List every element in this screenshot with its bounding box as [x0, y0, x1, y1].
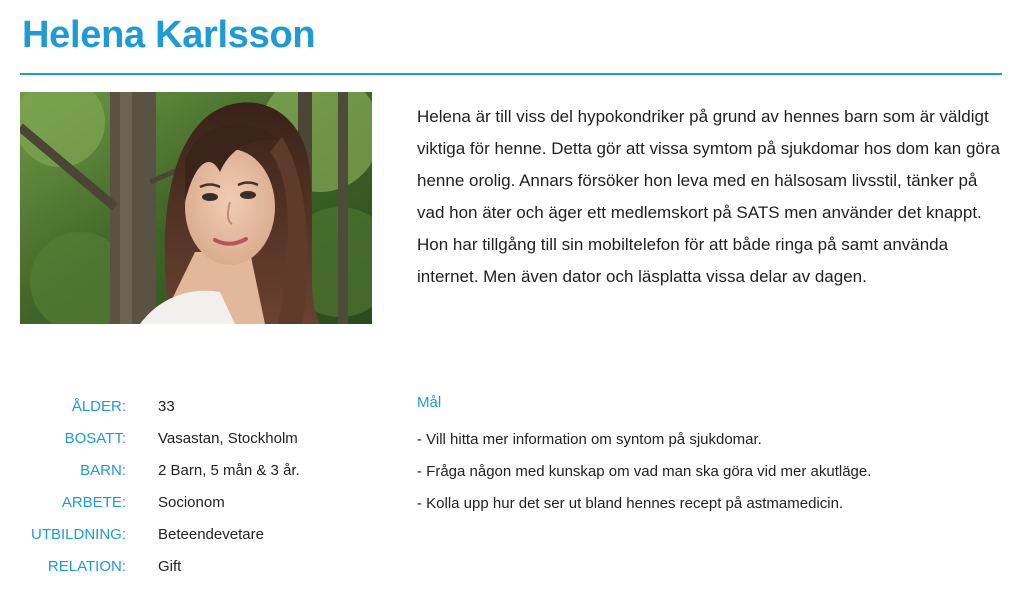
- goal-item: - Kolla upp hur det ser ut bland hennes recept på astmamedicin.: [417, 495, 844, 512]
- fact-label: ÅLDER:: [71, 397, 126, 415]
- fact-row-relationship: [20, 550, 380, 582]
- fact-label: ARBETE:: [61, 493, 126, 511]
- fact-row-age: [20, 390, 380, 422]
- persona-facts: [20, 390, 380, 582]
- portrait-photo: [20, 92, 372, 324]
- fact-value: 2 Barn, 5 mån & 3 år.: [158, 461, 300, 479]
- fact-value: Beteendevetare: [158, 525, 264, 543]
- goal-item: - Fråga någon med kunskap om vad man ska göra vid mer akutläge.: [417, 463, 872, 480]
- fact-label: UTBILDNING:: [30, 525, 126, 543]
- fact-label: BARN:: [80, 461, 126, 479]
- goals-section: [417, 390, 1007, 520]
- goals-heading: Mål: [417, 394, 442, 411]
- title-divider: [20, 73, 1002, 75]
- goal-item: - Vill hitta mer information om syntom på sjukdomar.: [417, 431, 762, 448]
- fact-value: Socionom: [158, 493, 225, 511]
- fact-value: Gift: [158, 557, 182, 575]
- page-title: Helena Karlsson: [22, 14, 316, 56]
- fact-row-work: [20, 486, 380, 518]
- persona-bio: Helena är till viss del hypokondriker på grund av hennes barn som är väldigt viktiga för henne. Detta gör att vissa symtom på sjukdomar hos dom kan göra henne orolig. Annars försöker hon leva med en hälsosam livsstil, tänker på vad hon äter och äger ett medlemskort på SATS men använder det knappt. Hon har tillgång till sin mobiltelefon för att både ringa på samt använda internet. Men även dator och läsplatta vissa delar av dagen.: [417, 107, 1000, 286]
- fact-value: Vasastan, Stockholm: [158, 429, 298, 447]
- fact-row-residence: [20, 422, 380, 454]
- fact-label: BOSATT:: [64, 429, 126, 447]
- portrait-illustration: [20, 92, 372, 324]
- fact-row-children: [20, 454, 380, 486]
- fact-row-education: [20, 518, 380, 550]
- fact-value: 33: [158, 397, 175, 415]
- fact-label: RELATION:: [47, 557, 126, 575]
